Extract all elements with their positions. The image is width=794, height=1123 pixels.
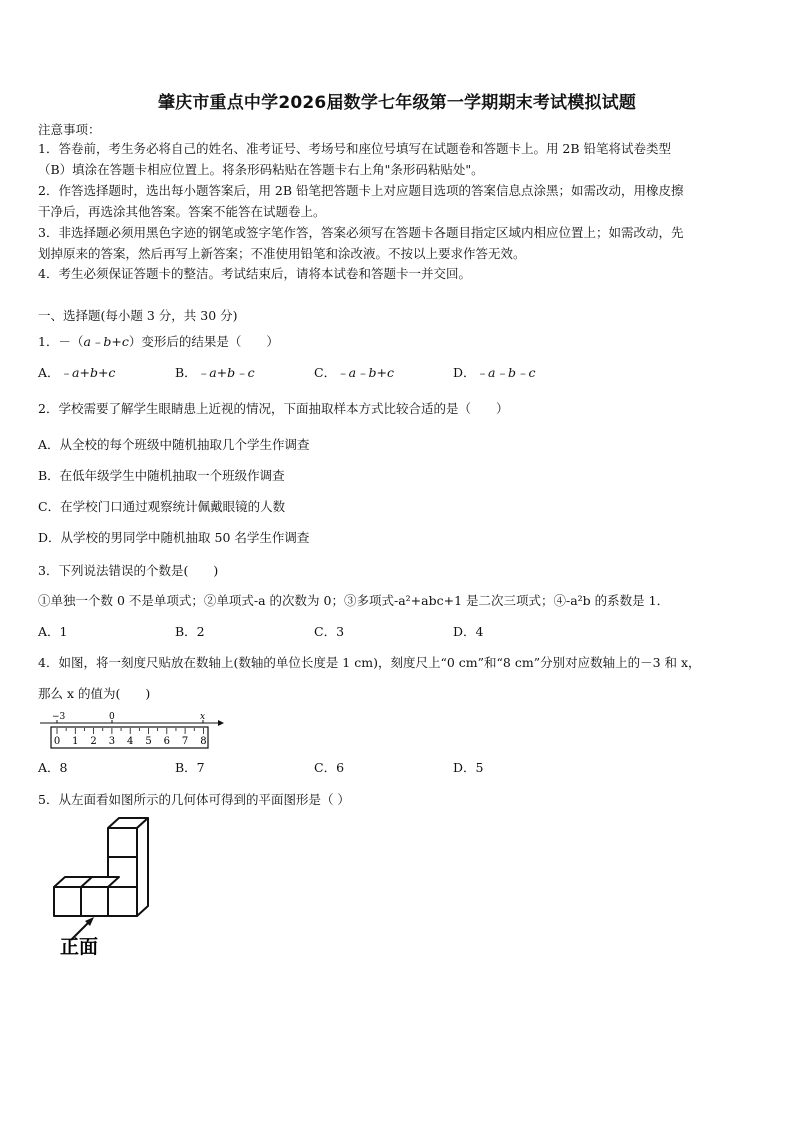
q2-stem: 2．学校需要了解学生眼睛患上近视的情况，下面抽取样本方式比较合适的是（ ） bbox=[38, 401, 509, 416]
notice-line-7: 4．考生必须保证答题卡的整洁。考试结束后，请将本试卷和答题卡一并交回。 bbox=[38, 266, 471, 281]
ruler-number: 5 bbox=[145, 736, 152, 747]
ruler-number: 2 bbox=[90, 736, 97, 747]
cube-figure bbox=[38, 815, 168, 960]
q3-option-c: C．3 bbox=[314, 624, 345, 639]
q2-option-d: D．从学校的男同学中随机抽取 50 名学生作调查 bbox=[38, 530, 310, 545]
ruler-number: 6 bbox=[163, 736, 170, 747]
q1-stem bbox=[38, 334, 279, 350]
q3-stem: 3．下列说法错误的个数是( ) bbox=[38, 563, 219, 578]
notice-line-1: 1．答卷前，考生务必将自己的姓名、准考证号、考场号和座位号填写在试题卷和答题卡上。用 2B 铅笔将试卷类型 bbox=[38, 141, 672, 156]
notice-line-3: 2．作答选择题时，选出每小题答案后，用 2B 铅笔把答题卡上对应题目选项的答案信息点涂黑；如需改动，用橡皮擦 bbox=[38, 183, 684, 198]
ruler-numbers bbox=[54, 736, 207, 747]
axis-label-minus3: −3 bbox=[52, 712, 66, 722]
q4-option-d: D．5 bbox=[453, 760, 484, 775]
ruler-number: 1 bbox=[72, 736, 79, 747]
section-heading: 一、选择题(每小题 3 分，共 30 分) bbox=[38, 308, 238, 323]
ruler-number: 4 bbox=[127, 736, 134, 747]
ruler-figure bbox=[38, 708, 228, 752]
q2-option-c: C．在学校门口通过观察统计佩戴眼镜的人数 bbox=[38, 499, 286, 514]
cube-side-face bbox=[137, 818, 148, 916]
q4-stem: 4．如图，将一刻度尺贴放在数轴上(数轴的单位长度是 1 cm)，刻度尺上“0 cm”和“8 cm”分别对应数轴上的－3 和 x， bbox=[38, 655, 701, 670]
axis-label-x: x bbox=[200, 712, 206, 722]
notice-heading: 注意事项： bbox=[38, 122, 101, 137]
cube-front-face bbox=[54, 887, 81, 916]
page-title: 肇庆市重点中学2026届数学七年级第一学期期末考试模拟试题 bbox=[157, 93, 637, 113]
cube-front-face bbox=[81, 887, 108, 916]
q4-option-b: B．7 bbox=[175, 760, 205, 775]
q2-option-a: A．从全校的每个班级中随机抽取几个学生作调查 bbox=[38, 437, 310, 452]
ruler-number: 7 bbox=[181, 736, 189, 747]
axis-label-0: 0 bbox=[109, 712, 115, 722]
q3-detail: ①单独一个数 0 不是单项式；②单项式-a 的次数为 0；③多项式-a²+abc+1 是二次三项式；④-a²b 的系数是 1． bbox=[38, 593, 670, 608]
notice-line-6: 划掉原来的答案，然后再写上新答案；不准使用铅笔和涂改液。不按以上要求作答无效。 bbox=[38, 246, 526, 261]
q1-option-a: A．﹣a+b+c bbox=[38, 365, 116, 380]
ruler-number: 8 bbox=[200, 736, 207, 747]
q1-stem-suffix: ）变形后的结果是（ ） bbox=[128, 334, 279, 349]
figure-label-front: 正面 bbox=[60, 936, 99, 958]
notice-line-5: 3．非选择题必须用黑色字迹的钢笔或签字笔作答，答案必须写在答题卡各题目指定区域内相应位置上；如需改动，先 bbox=[38, 225, 684, 240]
cube-front-face bbox=[108, 887, 137, 916]
q3-option-d: D．4 bbox=[453, 624, 484, 639]
q4-stem-2: 那么 x 的值为( ) bbox=[38, 686, 151, 701]
q1-stem-prefix: 1．－（ bbox=[38, 334, 84, 349]
q4-option-c: C．6 bbox=[314, 760, 345, 775]
notice-line-4: 干净后，再选涂其他答案。答案不能答在试题卷上。 bbox=[38, 204, 326, 219]
q2-option-b: B．在低年级学生中随机抽取一个班级作调查 bbox=[38, 468, 285, 483]
q1-stem-expr: a﹣b+c bbox=[83, 334, 129, 349]
cube-front-face bbox=[108, 828, 137, 857]
q5-stem: 5．从左面看如图所示的几何体可得到的平面图形是（ ） bbox=[38, 792, 350, 807]
q1-option-b: B．﹣a+b﹣c bbox=[175, 365, 255, 380]
ruler-number: 0 bbox=[53, 736, 61, 747]
q3-option-b: B．2 bbox=[175, 624, 205, 639]
q3-option-a: A．1 bbox=[38, 624, 68, 639]
notice-line-2: （B）填涂在答题卡相应位置上。将条形码粘贴在答题卡右上角"条形码粘贴处"。 bbox=[38, 162, 484, 177]
q4-option-a: A．8 bbox=[38, 760, 68, 775]
q1-option-c: C．﹣a﹣b+c bbox=[314, 365, 395, 380]
q1-option-d: D．﹣a﹣b﹣c bbox=[453, 365, 536, 380]
ruler-number: 3 bbox=[108, 736, 116, 747]
